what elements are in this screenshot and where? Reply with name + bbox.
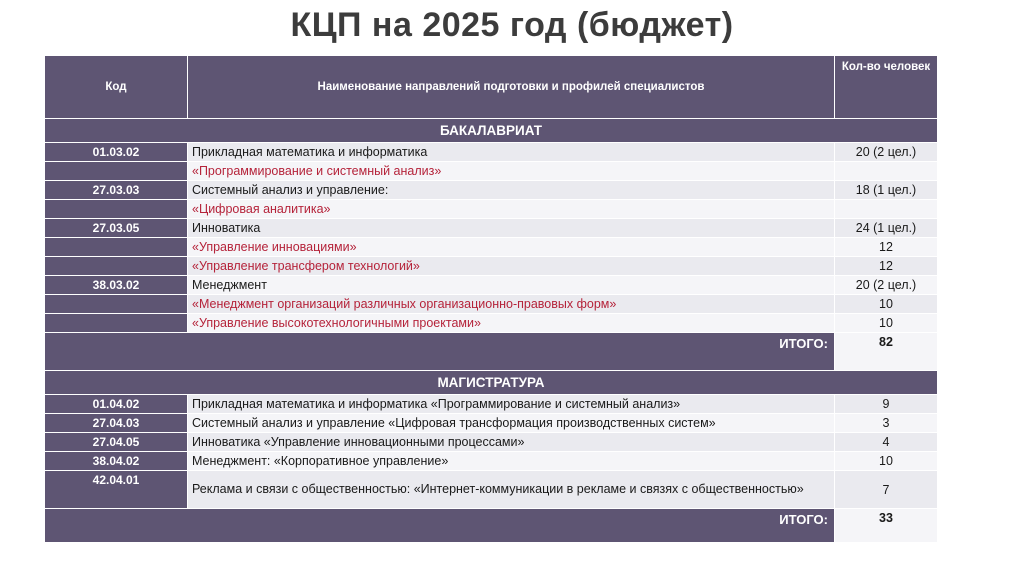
table-row (45, 257, 938, 276)
section-row-bachelor (45, 119, 938, 143)
row-name: Менеджмент (188, 276, 835, 295)
table-row (45, 433, 938, 452)
total-value: 33 (835, 509, 938, 543)
row-count: 20 (2 цел.) (835, 276, 938, 295)
row-count: 10 (835, 314, 938, 333)
row-code: 42.04.01 (45, 471, 188, 509)
row-count: 9 (835, 395, 938, 414)
table-row (45, 143, 938, 162)
row-count: 10 (835, 295, 938, 314)
total-row-master (45, 509, 938, 543)
row-code (45, 200, 188, 219)
table-row (45, 314, 938, 333)
row-name: Инноватика (188, 219, 835, 238)
table-row (45, 295, 938, 314)
row-count: 24 (1 цел.) (835, 219, 938, 238)
total-value: 82 (835, 333, 938, 371)
row-count: 18 (1 цел.) (835, 181, 938, 200)
total-label: ИТОГО: (45, 333, 835, 371)
row-count: 7 (835, 471, 938, 509)
total-row-bachelor (45, 333, 938, 371)
row-name: «Управление инновациями» (188, 238, 835, 257)
table-row (45, 414, 938, 433)
row-name: Прикладная математика и информатика «Программирование и системный анализ» (188, 395, 835, 414)
table-row (45, 238, 938, 257)
row-name: Реклама и связи с общественностью: «Интернет-коммуникации в рекламе и связях с общественностью» (188, 471, 835, 509)
row-name: «Управление высокотехнологичными проектами» (188, 314, 835, 333)
table-header-row (45, 56, 938, 119)
row-name: Инноватика «Управление инновационными процессами» (188, 433, 835, 452)
row-count (835, 200, 938, 219)
total-label: ИТОГО: (45, 509, 835, 543)
row-count: 4 (835, 433, 938, 452)
row-code: 38.04.02 (45, 452, 188, 471)
row-code: 01.03.02 (45, 143, 188, 162)
row-count: 12 (835, 257, 938, 276)
row-count: 20 (2 цел.) (835, 143, 938, 162)
row-code: 38.03.02 (45, 276, 188, 295)
row-code: 01.04.02 (45, 395, 188, 414)
table-row (45, 200, 938, 219)
header-count: Кол-во человек (835, 56, 938, 119)
table-row (45, 162, 938, 181)
section-title-bachelor: БАКАЛАВРИАТ (45, 119, 938, 143)
row-code: 27.04.03 (45, 414, 188, 433)
table-row (45, 452, 938, 471)
row-code: 27.04.05 (45, 433, 188, 452)
table-row (45, 395, 938, 414)
row-code: 27.03.05 (45, 219, 188, 238)
row-name: «Программирование и системный анализ» (188, 162, 835, 181)
row-name: «Управление трансфером технологий» (188, 257, 835, 276)
row-name: Прикладная математика и информатика (188, 143, 835, 162)
row-count: 3 (835, 414, 938, 433)
row-count: 10 (835, 452, 938, 471)
row-name: Системный анализ и управление «Цифровая трансформация производственных систем» (188, 414, 835, 433)
row-code (45, 314, 188, 333)
table-row (45, 276, 938, 295)
row-code (45, 238, 188, 257)
row-name: «Цифровая аналитика» (188, 200, 835, 219)
row-count (835, 162, 938, 181)
section-row-master (45, 371, 938, 395)
table-row (45, 471, 938, 509)
row-code (45, 162, 188, 181)
table-row (45, 181, 938, 200)
row-code (45, 257, 188, 276)
row-code (45, 295, 188, 314)
row-code: 27.03.03 (45, 181, 188, 200)
header-name: Наименование направлений подготовки и профилей специалистов (188, 56, 835, 119)
table-row (45, 219, 938, 238)
page-title: КЦП на 2025 год (бюджет) (290, 6, 734, 44)
row-name: Системный анализ и управление: (188, 181, 835, 200)
row-name: Менеджмент: «Корпоративное управление» (188, 452, 835, 471)
header-code: Код (45, 56, 188, 119)
section-title-master: МАГИСТРАТУРА (45, 371, 938, 395)
quota-table (44, 55, 938, 543)
row-name: «Менеджмент организаций различных организационно-правовых форм» (188, 295, 835, 314)
row-count: 12 (835, 238, 938, 257)
